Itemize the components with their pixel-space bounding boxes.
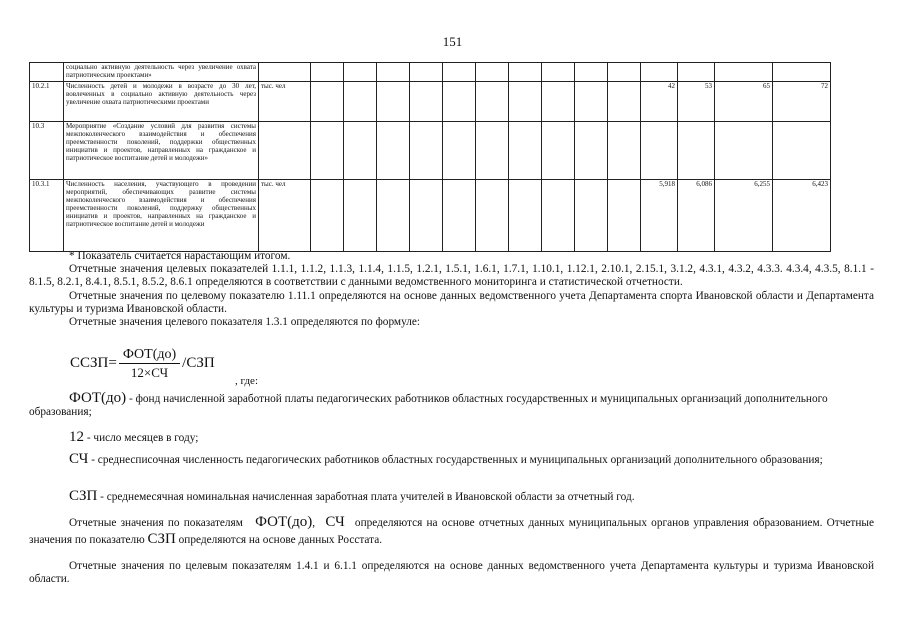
table-row	[30, 180, 831, 252]
row-id: 10.3.1	[30, 180, 64, 252]
symbol: СЗП	[147, 531, 176, 547]
row-unit	[259, 63, 311, 82]
paragraph	[29, 514, 874, 548]
formula-fraction	[119, 346, 180, 381]
paragraph: Отчетные значения по целевому показателю 1.11.1 определяются на основе данных ведомственного учета Департамента спорта Ивановской области и Департамента культуры и туризма Ивановской области.	[29, 289, 874, 315]
formula-tail: /СЗП	[182, 355, 215, 371]
formula-lhs: ССЗП=	[70, 355, 117, 371]
cell-value: 6,423	[773, 180, 831, 252]
symbol: ФОТ(до)	[255, 514, 313, 530]
paragraph-part: определяются на основе данных Росстата.	[178, 534, 383, 546]
definition	[29, 453, 874, 467]
row-unit	[259, 122, 311, 180]
page-number: 151	[442, 34, 463, 49]
paragraph	[29, 560, 874, 586]
definition-symbol: 12	[69, 429, 84, 445]
row-unit: тыс. чел	[259, 180, 311, 252]
row-id: 10.2.1	[30, 82, 64, 122]
symbol: СЧ	[325, 514, 345, 530]
cell-value: 42	[641, 82, 678, 122]
definition	[29, 490, 874, 504]
formula-numerator: ФОТ(до)	[119, 346, 180, 364]
definition-text: - число месяцев в году;	[84, 432, 199, 444]
definition-text: - фонд начисленной заработной платы педагогических работников областных государственных и муниципальных организаций дополнительного образования;	[29, 393, 828, 419]
formula-where: , где:	[235, 375, 258, 387]
row-id: 10.3	[30, 122, 64, 180]
cell-value: 6,086	[678, 180, 715, 252]
formula	[70, 346, 215, 381]
row-desc: Численность населения, участвующего в проведении мероприятий, обеспечивающих развитие системы межпоколенческого взаимодействия и обеспечения преемственности поколений, поддержку общественных инициатив и проектов, направленных на гражданское и патриотическое воспитание детей и молодежи	[64, 180, 259, 252]
indicators-table	[29, 62, 831, 252]
cell-value: 5,918	[641, 180, 678, 252]
cell-value: 53	[678, 82, 715, 122]
note: * Показатель считается нарастающим итогом.	[69, 250, 291, 262]
row-id	[30, 63, 64, 82]
comma: ,	[312, 517, 316, 529]
paragraph: Отчетные значения целевого показателя 1.3.1 определяются по формуле:	[69, 316, 421, 329]
cell-value: 65	[715, 82, 773, 122]
paragraph-part: Отчетные значения по показателям	[69, 517, 243, 529]
body-text	[29, 250, 874, 329]
formula-denominator: 12×СЧ	[130, 365, 169, 380]
definition-symbol: СЗП	[69, 488, 98, 504]
cell-value: 6,255	[715, 180, 773, 252]
table-row	[30, 122, 831, 180]
definition-text: - среднемесячная номинальная начисленная заработная плата учителей в Ивановской области за отчетный год.	[97, 491, 635, 503]
definition-text: - среднесписочная численность педагогических работников областных государственных и муниципальных организаций дополнительного образования;	[88, 454, 823, 466]
paragraph: Отчетные значения целевых показателей 1.1.1, 1.1.2, 1.1.3, 1.1.4, 1.1.5, 1.2.1, 1.5.1, 1.6.1, 1.7.1, 1.10.1, 1.12.1, 2.10.1, 2.15.1, 3.1.2, 4.3.1, 4.3.2, 4.3.3. 4.3.4, 4.3.5, 8.1.1 - 8.1.5, 8.2.1, 8.4.1, 8.5.1, 8.5.2, 8.6.1 определяются в соответствии с данными ведомственного мониторинга и статистической отчетности.	[29, 263, 874, 289]
definition	[29, 431, 874, 445]
row-desc: Мероприятие «Создание условий для развития системы межпоколенческого взаимодействия и обеспечения преемственности поколений, поддержки общественных инициатив и проектов, направленных на гражданское и патриотическое воспитание детей и молодежи»	[64, 122, 259, 180]
definition-symbol: СЧ	[69, 451, 89, 467]
row-desc: Численность детей и молодежи в возрасте до 30 лет, вовлеченных в социально активную деятельность через увеличение охвата патриотическими проектами	[64, 82, 259, 122]
paragraph: Отчетные значения по целевым показателям 1.4.1 и 6.1.1 определяются на основе данных ведомственного учета Департамента культуры и туризма Ивановской области.	[29, 560, 874, 586]
table-row	[30, 63, 831, 82]
cell-value: 72	[773, 82, 831, 122]
definition	[29, 392, 874, 419]
row-desc: социально активную деятельность через увеличение охвата патриотическим проектами»	[64, 63, 259, 82]
definition-symbol: ФОТ(до)	[69, 390, 127, 406]
paragraph-part: определяются на основе отчетных данных муниципальных органов управления образованием. Отчетные значения по показателю	[29, 517, 875, 546]
row-unit: тыс. чел	[259, 82, 311, 122]
table-row	[30, 82, 831, 122]
